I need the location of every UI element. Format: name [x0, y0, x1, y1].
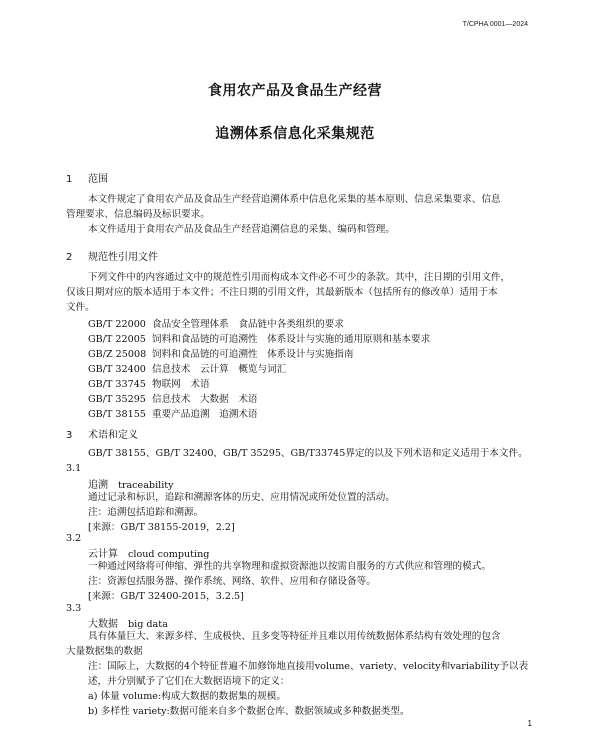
paragraph: 仅该日期对应的版本适用于本文件；不注日期的引用文件，其最新版本（包括所有的修改单）适用于本	[66, 287, 498, 298]
term-definition: 大量数据集的数据	[66, 646, 143, 657]
reference-code: GB/T 35295	[88, 394, 146, 405]
reference-item	[88, 316, 344, 330]
section-3-heading	[66, 426, 138, 441]
term-name: 云计算	[88, 549, 118, 560]
reference-item	[88, 346, 353, 360]
paragraph: 文件。	[66, 302, 95, 313]
section-number: 2	[66, 252, 73, 263]
term-heading	[88, 615, 168, 630]
section-title: 术语和定义	[88, 430, 138, 441]
section-title: 范围	[88, 174, 108, 185]
paragraph: 下列文件中的内容通过文中的规范性引用而构成本文件必不可少的条款。其中，注日期的引用文件，	[88, 272, 511, 283]
reference-title: 饲料和食品链的可追溯性 体系设计与实施指南	[152, 349, 354, 360]
page-number: 1	[527, 719, 532, 728]
list-item: a) 体量 volume:构成大数据的数据集的规模。	[88, 691, 286, 702]
term-note: 述，并分别赋予了它们在大数据语境下的定义：	[88, 676, 290, 687]
term-name: 追溯	[88, 480, 108, 491]
section-2-heading	[66, 248, 158, 263]
standard-number: T/CPHA 0001—2024	[462, 21, 528, 28]
reference-item	[88, 361, 286, 375]
term-english: traceability	[118, 480, 174, 491]
reference-code: GB/T 22005	[88, 334, 146, 345]
section-1-heading	[66, 170, 108, 185]
reference-item	[88, 391, 258, 405]
paragraph: GB/T 38155、GB/T 32400、GB/T 35295、GB/T33745界定的以及下列术语和定义适用于本文件。	[88, 448, 528, 459]
reference-item	[88, 331, 430, 345]
term-number: 3.3	[66, 603, 82, 614]
reference-code: GB/T 33745	[88, 379, 146, 390]
term-note: 注：追溯包括追踪和溯源。	[88, 507, 204, 518]
reference-title: 重要产品追溯 追溯术语	[152, 409, 258, 420]
paragraph: 本文件适用于食用农产品及食品生产经营追溯信息的采集、编码和管理。	[88, 224, 395, 235]
document-title-line2: 追溯体系信息化采集规范	[215, 126, 375, 142]
paragraph: 管理要求、信息编码及标识要求。	[66, 209, 210, 220]
term-note: 注：资源包括服务器、操作系统、网络、软件、应用和存储设备等。	[88, 576, 376, 587]
term-source: [来源：GB/T 38155-2019，2.2]	[88, 522, 235, 533]
term-definition: 通过记录和标识，追踪和溯源客体的历史、应用情况或所处位置的活动。	[88, 492, 395, 503]
section-number: 1	[66, 174, 73, 185]
term-number: 3.1	[66, 463, 82, 474]
term-heading	[88, 476, 174, 491]
reference-code: GB/T 32400	[88, 364, 146, 375]
paragraph: 本文件规定了食用农产品及食品生产经营追溯体系中信息化采集的基本原则、信息采集要求、信息	[88, 194, 501, 205]
term-name: 大数据	[88, 619, 118, 630]
document-title-line1: 食用农产品及食品生产经营	[208, 83, 382, 99]
reference-title: 信息技术 云计算 概览与词汇	[152, 364, 287, 375]
term-english: big data	[128, 619, 168, 630]
list-item: b) 多样性 variety:数据可能来自多个数据仓库、数据领域或多种数据类型。	[88, 706, 410, 717]
reference-title: 信息技术 大数据 术语	[152, 394, 258, 405]
term-source: [来源：GB/T 32400-2015，3.2.5]	[88, 591, 244, 602]
reference-code: GB/T 22000	[88, 319, 146, 330]
term-number: 3.2	[66, 533, 82, 544]
section-number: 3	[66, 430, 73, 441]
term-definition: 一种通过网络将可伸缩、弹性的共享物理和虚拟资源池以按需自服务的方式供应和管理的模式。	[88, 561, 491, 572]
reference-item	[88, 406, 258, 420]
term-english: cloud computing	[128, 549, 210, 560]
reference-title: 饲料和食品链的可追溯性 体系设计与实施的通用原则和基本要求	[152, 334, 431, 345]
reference-item	[88, 376, 210, 390]
reference-code: GB/T 38155	[88, 409, 146, 420]
reference-code: GB/Z 25008	[88, 349, 147, 360]
term-definition: 具有体量巨大、来源多样、生成极快、且多变等特征并且难以用传统数据体系结构有效处理的包含	[88, 631, 501, 642]
term-note: 注：国际上，大数据的4个特征普遍不加修饰地直接用volume、variety、velocity和variability予以表	[88, 661, 529, 672]
reference-title: 食品安全管理体系 食品链中各类组织的要求	[152, 319, 344, 330]
reference-title: 物联网 术语	[152, 379, 210, 390]
term-heading	[88, 545, 209, 560]
section-title: 规范性引用文件	[88, 252, 158, 263]
